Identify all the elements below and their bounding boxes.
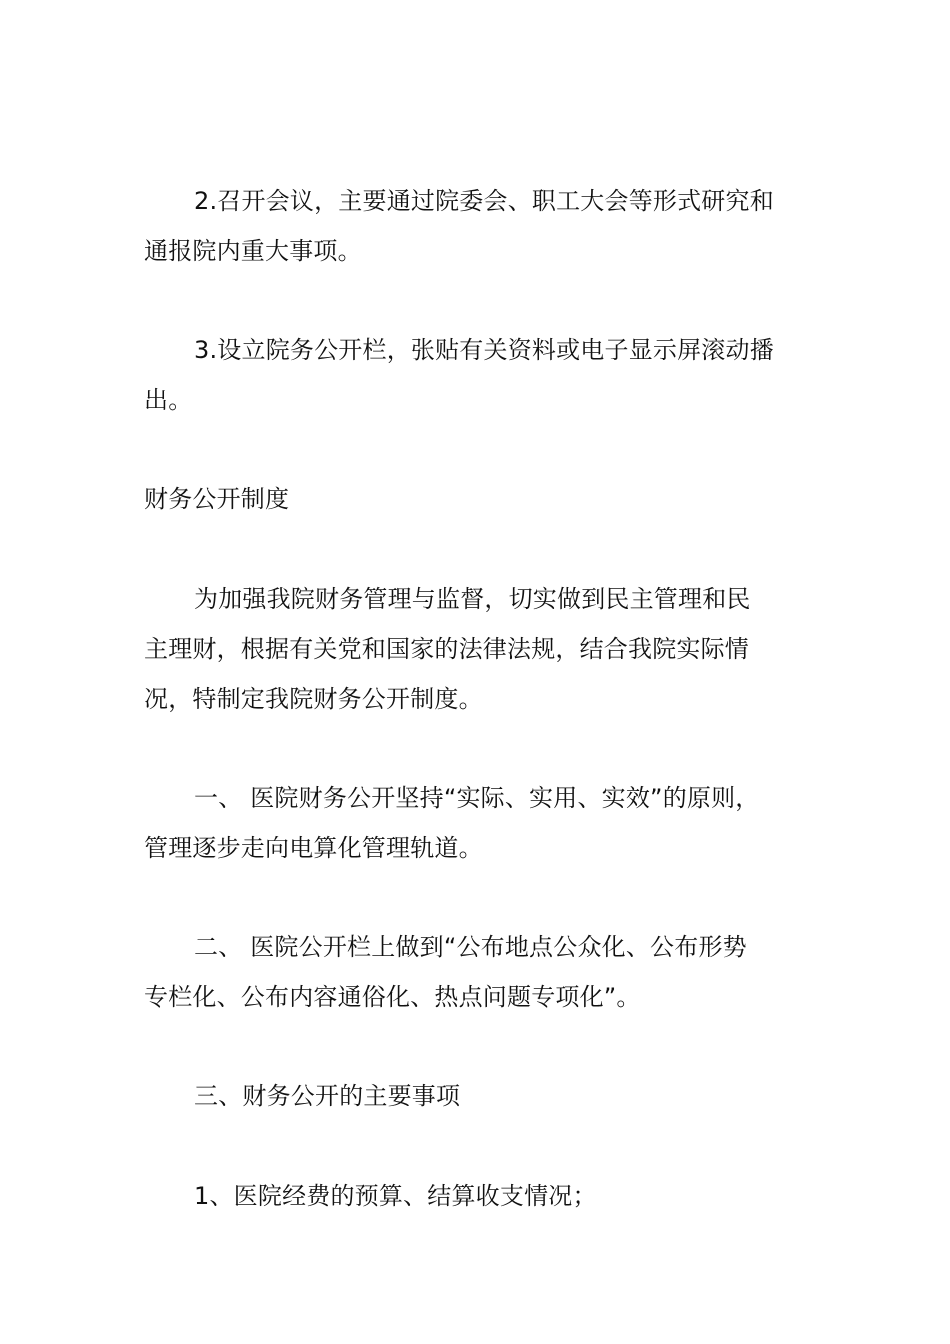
- text-line: 为加强我院财务管理与监督，切实做到民主管理和民: [194, 585, 751, 613]
- text-line: 三、财务公开的主要事项: [194, 1082, 461, 1110]
- paragraph-subitem-one: [144, 1171, 824, 1221]
- paragraph-meeting: [144, 176, 824, 276]
- text-line: 管理逐步走向电算化管理轨道。: [144, 834, 483, 862]
- text-line: 主理财，根据有关党和国家的法律法规，结合我院实际情: [144, 635, 749, 663]
- paragraph-purpose: [144, 574, 824, 724]
- text-line: 1、医院经费的预算、结算收支情况；: [194, 1182, 597, 1210]
- text-line: 2.召开会议，主要通过院委会、职工大会等形式研究和: [194, 187, 774, 215]
- text-line: 况，特制定我院财务公开制度。: [144, 685, 483, 713]
- paragraph-item-one: [144, 773, 824, 873]
- text-line: 出。: [144, 386, 193, 414]
- text-line: 3.设立院务公开栏，张贴有关资料或电子显示屏滚动播: [194, 336, 774, 364]
- text-line: 专栏化、公布内容通俗化、热点问题专项化”。: [144, 983, 641, 1011]
- section-heading-financial-disclosure: [144, 474, 824, 524]
- paragraph-item-three: [144, 1071, 824, 1121]
- text-line: 二、 医院公开栏上做到“公布地点公众化、公布形势: [194, 933, 747, 961]
- paragraph-item-two: [144, 922, 824, 1022]
- text-line: 一、 医院财务公开坚持“实际、实用、实效”的原则，: [194, 784, 760, 812]
- text-line: 财务公开制度: [144, 485, 290, 513]
- paragraph-bulletin-board: [144, 325, 824, 425]
- text-line: 通报院内重大事项。: [144, 237, 362, 265]
